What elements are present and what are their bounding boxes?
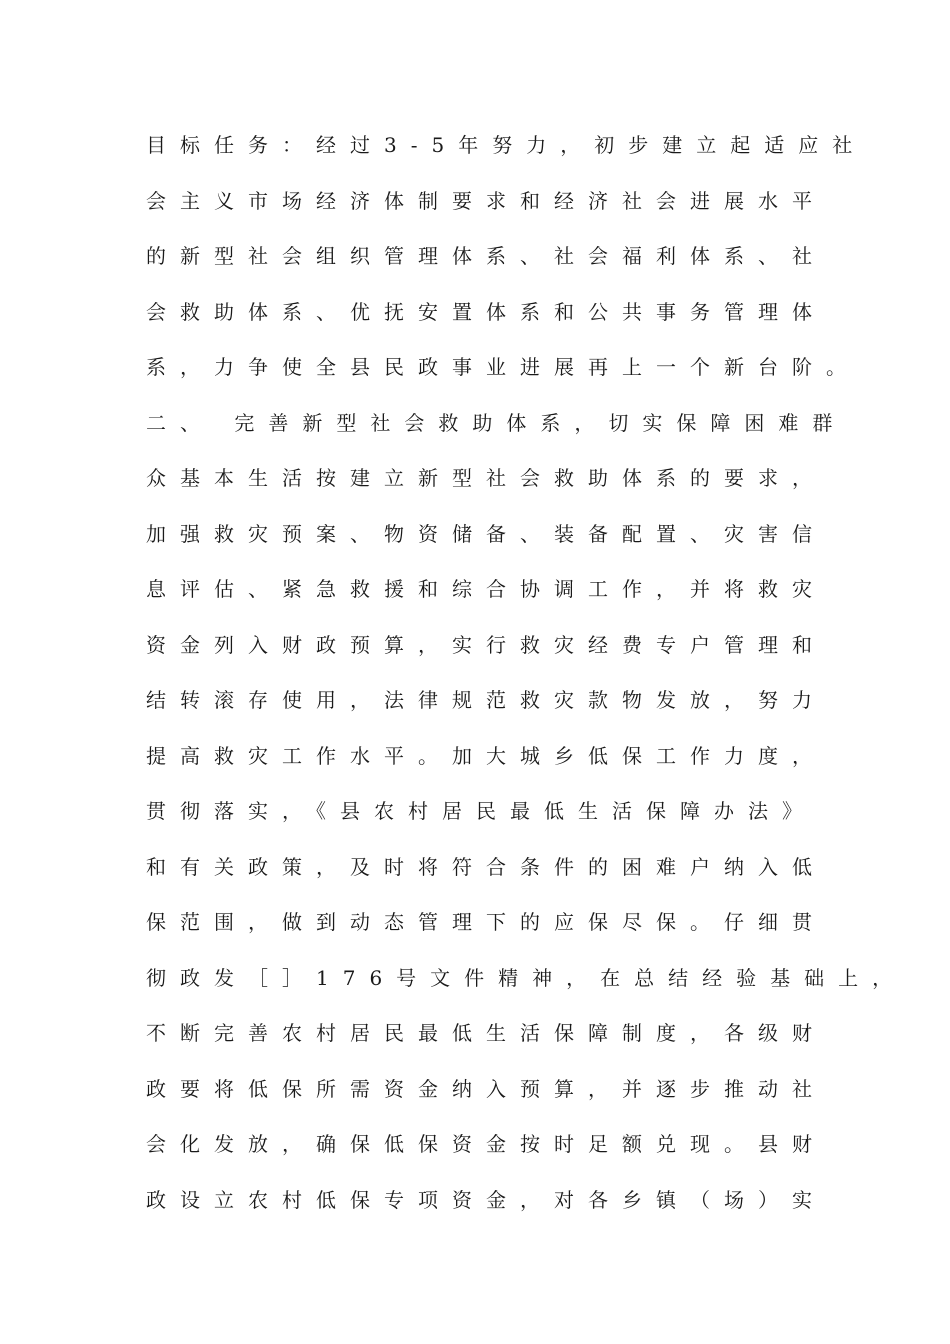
text-line: 加强救灾预案、物资储备、装备配置、灾害信	[146, 521, 826, 546]
text-line: 系，力争使全县民政事业进展再上一个新台阶。	[146, 355, 860, 379]
text-line: 会救助体系、优抚安置体系和公共事务管理体	[146, 299, 826, 324]
text-line: 息评估、紧急救援和综合协调工作，并将救灾	[146, 577, 826, 601]
text-line: 目标任务：经过3-5年努力，初步建立起适应社	[146, 133, 867, 157]
text-line: 资金列入财政预算，实行救灾经费专户管理和	[146, 632, 826, 657]
text-line: 二、 完善新型社会救助体系，切实保障困难群	[146, 410, 847, 435]
text-line: 政要将低保所需资金纳入预算，并逐步推动社	[146, 1076, 826, 1101]
text-line: 彻政发［］176号文件精神，在总结经验基础上，	[146, 965, 907, 990]
text-line: 保范围，做到动态管理下的应保尽保。仔细贯	[146, 910, 826, 934]
text-line: 会主义市场经济体制要求和经济社会进展水平	[146, 188, 826, 213]
text-line: 的新型社会组织管理体系、社会福利体系、社	[146, 244, 826, 268]
body-text	[146, 128, 907, 1238]
text-line: 提高救灾工作水平。加大城乡低保工作力度，	[146, 743, 826, 768]
text-line: 不断完善农村居民最低生活保障制度，各级财	[146, 1021, 826, 1045]
text-line: 贯彻落实，《县农村居民最低生活保障办法》	[146, 799, 816, 823]
text-line: 众基本生活按建立新型社会救助体系的要求，	[146, 466, 826, 490]
text-line: 政设立农村低保专项资金，对各乡镇（场）实	[146, 1187, 826, 1212]
text-line: 结转滚存使用，法律规范救灾款物发放，努力	[146, 688, 826, 712]
text-line: 会化发放，确保低保资金按时足额兑现。县财	[146, 1132, 826, 1156]
text-line: 和有关政策，及时将符合条件的困难户纳入低	[146, 854, 826, 879]
